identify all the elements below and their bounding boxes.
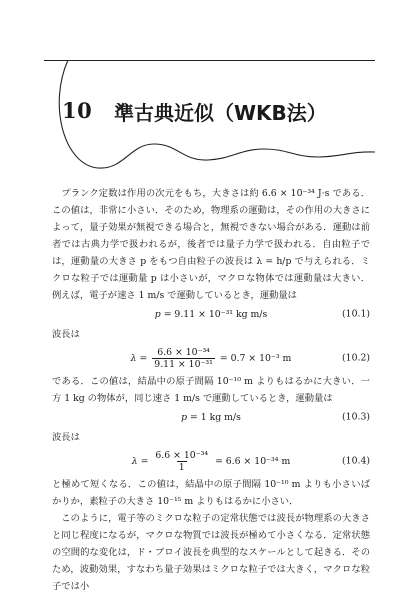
eq1-lhs: p xyxy=(154,308,161,320)
eq2-numerator: 6.6 × 10⁻³⁴ xyxy=(157,346,210,358)
eq4-denominator: 1 xyxy=(178,461,185,473)
paragraph-2: である．この値は，結晶中の原子間隔 10⁻¹⁰ m よりもはるかに大きい．一方 1 kg の物体が，同じ速さ 1 m/s で運動しているとき，運動量は xyxy=(52,376,370,404)
eq1-number: (10.1) xyxy=(342,308,370,320)
eq4-numerator: 6.6 × 10⁻³⁴ xyxy=(155,449,209,461)
paragraph-3: と極めて短くなる．この値は，結晶中の原子間隔 10⁻¹⁰ m よりも小さいばかりか，素粒子の大きさ 10⁻¹⁵ m よりもはるかに小さい． xyxy=(52,479,370,507)
eq2-lhs: λ = xyxy=(130,352,148,364)
eq1-rhs: = 9.11 × 10⁻³¹ kg m/s xyxy=(163,308,268,320)
equation-10-2 xyxy=(52,343,370,373)
eq4-rhs: = 6.6 × 10⁻³⁴ m xyxy=(215,455,291,467)
paragraph-1: プランク定数は作用の次元をもち，大きさは約 6.6 × 10⁻³⁴ J·s である．この値は，非常に小さい．そのため，物理系の運動は，その作用の大きさによって，量子効果が無視できる場合と，無視できない場合がある．運動は前者では古典力学で扱われるが，後者では量子力学で扱われる．自由粒子では，運動量の大きさ p をもつ自由粒子の波長は λ = h/p で与えられる．ミクロな粒子では運動量 p は小さいが，マクロな物体では運動量は大きい．例えば，電子が速さ 1 m/s で運動しているとき，運動量は xyxy=(52,188,370,301)
chapter-title: 準古典近似（WKB法） xyxy=(114,101,327,125)
eq4-fraction xyxy=(153,450,210,473)
body-text xyxy=(52,185,370,595)
eq2-rhs: = 0.7 × 10⁻³ m xyxy=(219,352,292,364)
equation-10-1 xyxy=(52,304,370,324)
eq2-fraction xyxy=(152,347,215,370)
label-wavelength-2: 波長は xyxy=(52,432,80,443)
eq4-lhs: λ = xyxy=(131,455,149,467)
eq2-denominator: 9.11 × 10⁻³¹ xyxy=(154,358,213,370)
eq3-lhs: p xyxy=(181,411,188,423)
label-wavelength-1: 波長は xyxy=(52,329,80,340)
equation-10-3 xyxy=(52,407,370,427)
chapter-number: 10 xyxy=(62,98,93,123)
eq3-rhs: = 1 kg m/s xyxy=(190,411,241,423)
eq2-number: (10.2) xyxy=(342,352,370,364)
equation-10-4 xyxy=(52,446,370,476)
paragraph-4: このように，電子等のミクロな粒子の定常状態では波長が物理系の大きさと同じ程度になるが，マクロな物質では波長が極めて小さくなる．定常状態の空間的な変化は，ド・ブロイ波長を典型的なスケールとして起きる．そのため，波動効果，すなわち量子効果はミクロな粒子では大きく，マクロな粒子では小 xyxy=(52,513,370,592)
eq4-number: (10.4) xyxy=(342,455,370,467)
eq3-number: (10.3) xyxy=(342,411,370,423)
